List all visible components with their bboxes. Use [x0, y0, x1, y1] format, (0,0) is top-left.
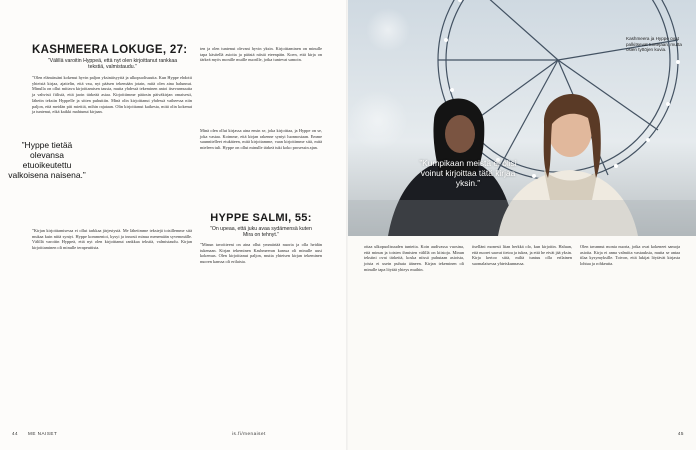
photo-caption: Kashmeera ja Hyppe ovat palkitsevat tuntejaan, mutta osien tyttöjen kuvia.: [626, 36, 682, 53]
headline-kashmeera: KASHMEERA LOKUGE, 27:: [32, 44, 188, 56]
pull-quote: ”Hyppe tietää olevansa etuoikeutettu valkoisena naisena.”: [8, 140, 86, 180]
deck-hyppe: ”On upeaa, että juku avaa sydämensä kuten Mira on tehnyt.”: [210, 226, 312, 239]
right-page: [348, 0, 696, 450]
deck-kashmeera: ”Välillä varoitin Hyppeä, että nyt olen kirjoittanut rankkaa tekstiä, valmistaudu.”: [47, 58, 178, 71]
body-column-2: ten ja olen tuntenut olevani hyvin yksin. Kirjoittaminen on minulle tapa käsitellä asioita ja päästä niistä eteenpäin. Koen, että kirja on tärkeä myös monille muille nuorille, jotka tuntevat samoin.: [200, 46, 322, 63]
page-number-right: 45: [677, 431, 684, 436]
right-body-column-2: itselläni monesti liian herkkä olo, kun kirjoitin. Haluan, että nuoret saavat tietoa ja tukea, ja että he eivät jää yksin. Kirja kertoo siitä, miltä tuntuu olla erilainen suomalaisessa yhteiskunnassa.: [472, 244, 572, 267]
page-number-left: 44: [12, 431, 19, 436]
magazine-name: ME NAISET: [28, 431, 58, 436]
headline-hyppe: HYPPE SALMI, 55:: [210, 212, 312, 224]
body-column-2b: Minä olen ollut kirjassa aina ensin se, joka kirjoittaa, ja Hyppe on se, joka vastaa. Koimme, että kirjan rakenne syntyi luonnostaan. Emme suunnitelleet etukäteen, mitä kirjoitamme, vaan kirjoitimme sitä, mitä mieleen tuli. Hyppe on ollut minulle tärkeä tuki koko prosessin ajan.: [200, 128, 322, 151]
body-column-1: ”Olen elämässäni kokenut hyvin paljon yksinäisyyttä ja ulkopuolisuutta. Kun Hyppe ehdotti yhteistä kirjaa, ajattelin, että vau, nyt pääsen tekemään jotain, mitä olen aina halunnut. Minulla on ollut mittava kirjoittamisen tausta, mutta yhdessä tekeminen antoi itsevarmuutta ja vahvisti fiilistä, että jaoin tärkeää asiaa. Kirjoittimme pääosin päiväkirjan omaisesti, lähetin tekstin Hyppelle ja sitten puhuttiin. Minä olin kirjoittanut yhdessä vaiheessa niin paljon, että meidän piti miettiä, mihin rajataan. Olin kirjoittanut kaikesta, mitä olin kokenut ja tuntenut, eikä kaikki mahtunut kirjaan.: [32, 75, 192, 115]
body-column-2c: ”Minun tavoitteeni on aina ollut ymmärtää nuoria ja olla heidän tukenaan. Kirjan tekeminen Kashmeeran kanssa oli minulle uusi kokemus. Olen kirjoittanut paljon, mutta yhteisen kirjan tekeminen nuoren kanssa oli erilaista.: [200, 242, 322, 265]
body-column-1b: ”Kirjan kirjoittamisessa ei ollut tarkkaa järjestystä. Me lähetimme tekstejä toisillemme sitä mukaa kuin niitä syntyi. Hyppe kommentoi, kysyi ja innosti minua menemään syvemmälle. Välillä varoitin Hyppeä, että nyt olen kirjoittanut rankkaa tekstiä, valmistaudu. Kirjan kirjoittaminen oli minulle terapeuttista.: [32, 228, 192, 251]
photo-pull-quote: ”Kumpikaan meistä ei olisi voinut kirjoittaa tätä kirjaa yksin.”: [419, 158, 517, 188]
right-body-column-1: ottaa ulkopuolisuuden tunteita. Koin audivassa vuosina, että minun ja toisten ihmisten välillä on kiistoja. Minun tekstini ovat tärkeitä, koska niissä puhutaan asioista, joista ei usein puhuta ääneen. Kirjan tekeminen oli minulle tapa löytää yhteys muihin.: [364, 244, 464, 272]
right-body-column-3: Olen tavannut monia nuoria, jotka ovat kokeneet samoja asioita. Kirja ei anna valmiita vastauksia, mutta se antaa tilaa kysymyksille. Toivon, että lukijat löytävät kirjasta lohtua ja rohkeutta.: [580, 244, 680, 267]
magazine-site: is.fi/menaiset: [232, 431, 266, 436]
